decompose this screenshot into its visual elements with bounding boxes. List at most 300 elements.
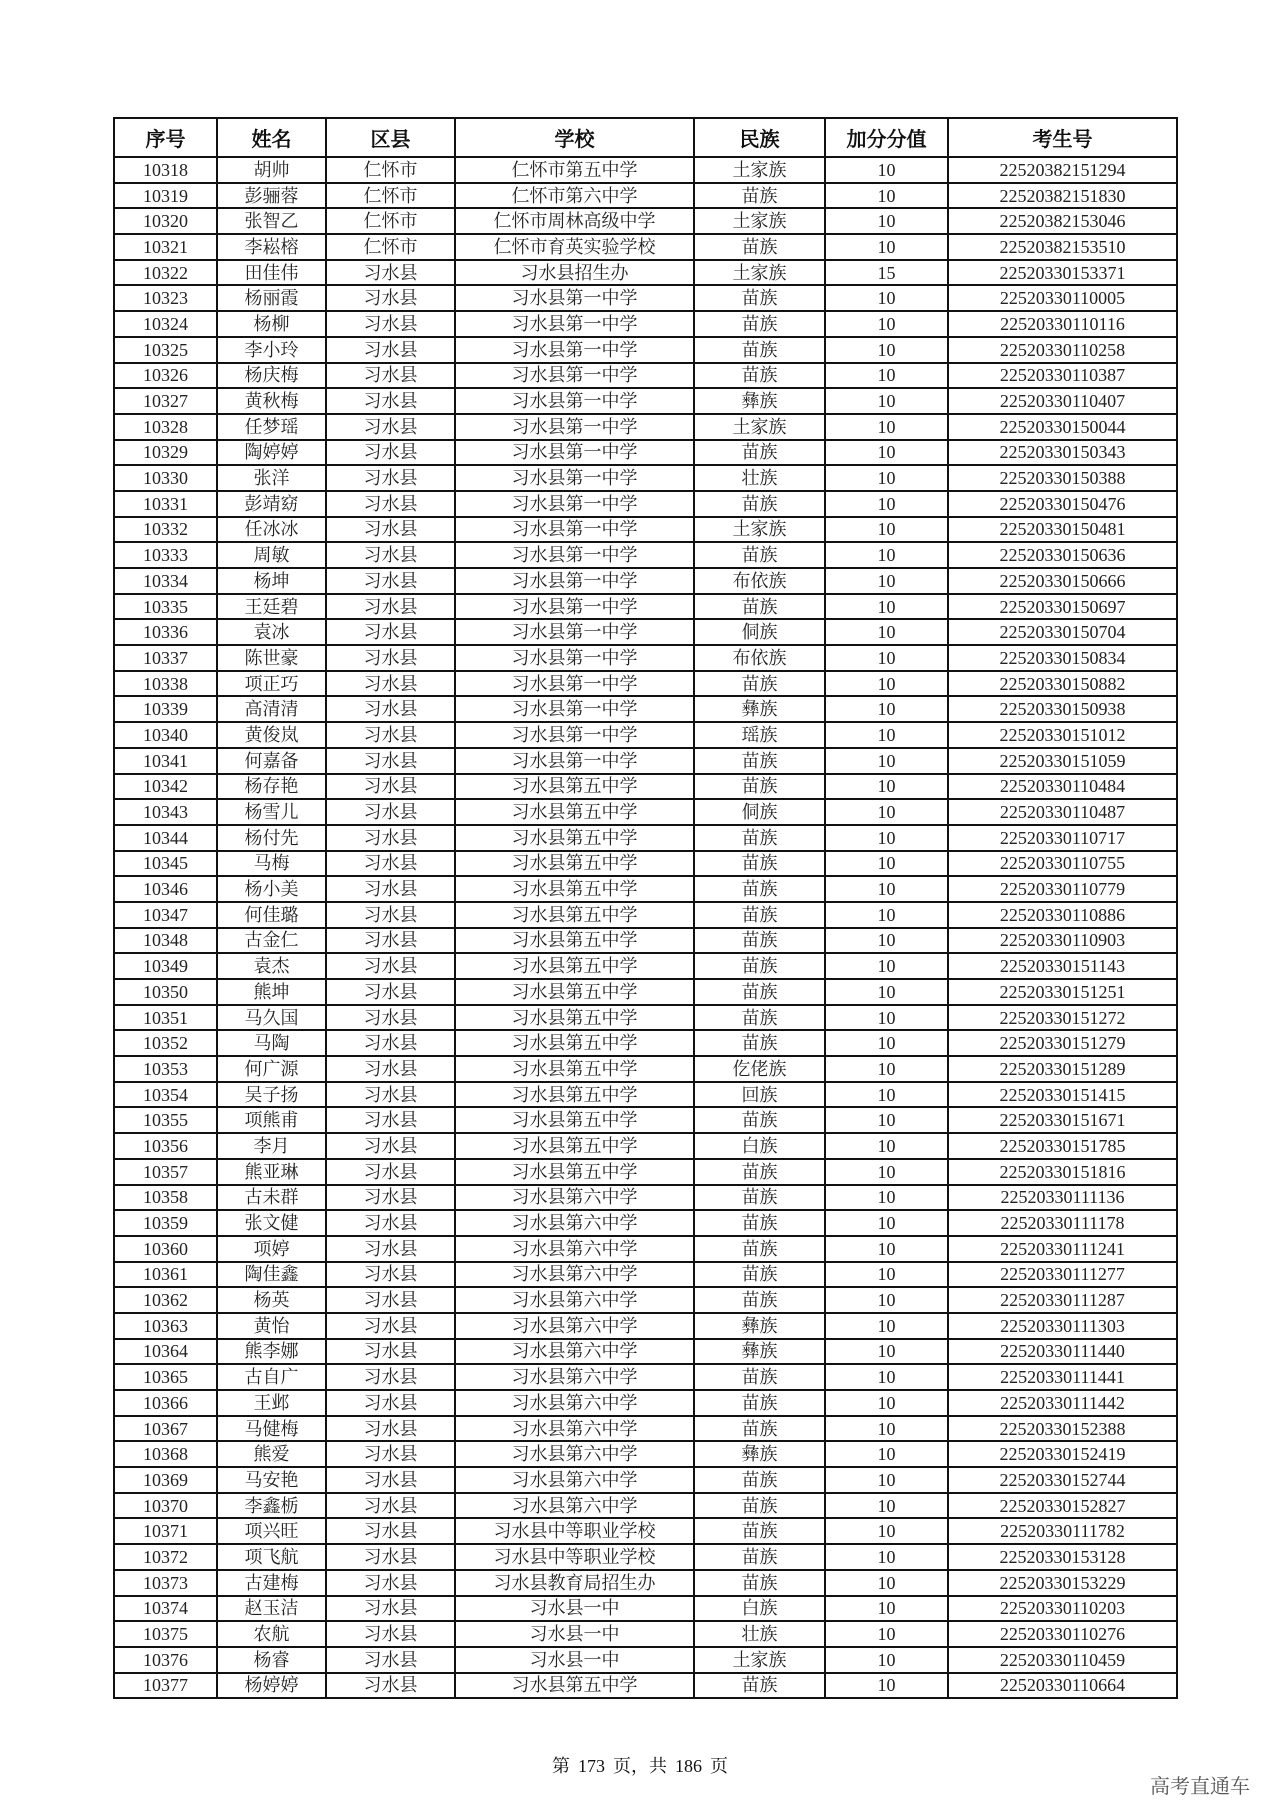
cell-county: 习水县 (326, 902, 455, 928)
cell-school: 习水县第六中学 (455, 1390, 694, 1416)
cell-ethnicity: 苗族 (694, 594, 825, 620)
cell-county: 习水县 (326, 311, 455, 337)
cell-ethnicity: 苗族 (694, 1005, 825, 1031)
cell-name: 马陶 (217, 1030, 326, 1056)
cell-school: 习水县第六中学 (455, 1236, 694, 1262)
cell-exam-id: 22520330110005 (948, 285, 1177, 311)
cell-bonus: 10 (825, 234, 948, 260)
cell-seq: 10370 (114, 1493, 217, 1519)
cell-seq: 10366 (114, 1390, 217, 1416)
cell-name: 杨柳 (217, 311, 326, 337)
cell-name: 古金仁 (217, 928, 326, 954)
cell-school: 习水县第六中学 (455, 1210, 694, 1236)
cell-exam-id: 22520382151294 (948, 157, 1177, 183)
cell-seq: 10335 (114, 594, 217, 620)
cell-bonus: 10 (825, 542, 948, 568)
cell-ethnicity: 侗族 (694, 799, 825, 825)
admission-bonus-table (113, 117, 1178, 1699)
cell-county: 习水县 (326, 774, 455, 800)
table-row (114, 1005, 1177, 1031)
cell-name: 陶佳鑫 (217, 1262, 326, 1288)
cell-county: 习水县 (326, 542, 455, 568)
cell-bonus: 10 (825, 285, 948, 311)
cell-ethnicity: 苗族 (694, 748, 825, 774)
cell-exam-id: 22520330152744 (948, 1467, 1177, 1493)
cell-ethnicity: 布依族 (694, 645, 825, 671)
cell-school: 习水县中等职业学校 (455, 1518, 694, 1544)
column-header-seq: 序号 (114, 118, 217, 157)
table-row (114, 1210, 1177, 1236)
cell-ethnicity: 土家族 (694, 1647, 825, 1673)
cell-county: 习水县 (326, 696, 455, 722)
cell-exam-id: 22520330111287 (948, 1287, 1177, 1313)
table-row (114, 234, 1177, 260)
cell-bonus: 10 (825, 1467, 948, 1493)
total-pages: 186 (675, 1756, 702, 1776)
cell-ethnicity: 苗族 (694, 902, 825, 928)
cell-county: 习水县 (326, 1364, 455, 1390)
cell-seq: 10352 (114, 1030, 217, 1056)
cell-ethnicity: 土家族 (694, 260, 825, 286)
cell-ethnicity: 苗族 (694, 363, 825, 389)
cell-county: 习水县 (326, 1416, 455, 1442)
table-row (114, 928, 1177, 954)
cell-exam-id: 22520330110779 (948, 876, 1177, 902)
cell-bonus: 10 (825, 1287, 948, 1313)
cell-school: 习水县第一中学 (455, 363, 694, 389)
cell-seq: 10372 (114, 1544, 217, 1570)
cell-bonus: 10 (825, 440, 948, 466)
cell-county: 仁怀市 (326, 208, 455, 234)
cell-seq: 10337 (114, 645, 217, 671)
cell-bonus: 10 (825, 953, 948, 979)
cell-exam-id: 22520330111303 (948, 1313, 1177, 1339)
cell-seq: 10344 (114, 825, 217, 851)
cell-school: 习水县第五中学 (455, 1133, 694, 1159)
cell-exam-id: 22520330151279 (948, 1030, 1177, 1056)
table-row (114, 1673, 1177, 1699)
cell-ethnicity: 苗族 (694, 979, 825, 1005)
cell-ethnicity: 苗族 (694, 1236, 825, 1262)
table-row (114, 440, 1177, 466)
cell-exam-id: 22520330110487 (948, 799, 1177, 825)
cell-ethnicity: 苗族 (694, 851, 825, 877)
table-row (114, 799, 1177, 825)
cell-bonus: 10 (825, 1313, 948, 1339)
cell-exam-id: 22520330150938 (948, 696, 1177, 722)
cell-name: 胡帅 (217, 157, 326, 183)
cell-exam-id: 22520330151012 (948, 722, 1177, 748)
cell-exam-id: 22520330111440 (948, 1339, 1177, 1365)
cell-school: 习水县第一中学 (455, 517, 694, 543)
cell-bonus: 10 (825, 1518, 948, 1544)
table-row (114, 1287, 1177, 1313)
cell-ethnicity: 回族 (694, 1082, 825, 1108)
cell-name: 熊爱 (217, 1441, 326, 1467)
cell-seq: 10362 (114, 1287, 217, 1313)
cell-bonus: 10 (825, 1621, 948, 1647)
cell-seq: 10360 (114, 1236, 217, 1262)
cell-exam-id: 22520330150666 (948, 568, 1177, 594)
table-row (114, 1236, 1177, 1262)
table-row (114, 1262, 1177, 1288)
cell-ethnicity: 壮族 (694, 465, 825, 491)
cell-school: 仁怀市育英实验学校 (455, 234, 694, 260)
cell-name: 王廷碧 (217, 594, 326, 620)
cell-bonus: 10 (825, 928, 948, 954)
cell-name: 项兴旺 (217, 1518, 326, 1544)
cell-county: 习水县 (326, 337, 455, 363)
cell-bonus: 10 (825, 645, 948, 671)
cell-exam-id: 22520330153371 (948, 260, 1177, 286)
cell-name: 张洋 (217, 465, 326, 491)
cell-bonus: 10 (825, 388, 948, 414)
table-row (114, 1159, 1177, 1185)
cell-county: 习水县 (326, 517, 455, 543)
cell-bonus: 10 (825, 1647, 948, 1673)
cell-name: 杨英 (217, 1287, 326, 1313)
cell-exam-id: 22520330110258 (948, 337, 1177, 363)
cell-ethnicity: 苗族 (694, 1364, 825, 1390)
cell-seq: 10353 (114, 1056, 217, 1082)
cell-bonus: 10 (825, 722, 948, 748)
cell-bonus: 10 (825, 1364, 948, 1390)
cell-seq: 10332 (114, 517, 217, 543)
cell-bonus: 10 (825, 696, 948, 722)
table-row (114, 465, 1177, 491)
cell-exam-id: 22520330150882 (948, 671, 1177, 697)
cell-exam-id: 22520330151671 (948, 1107, 1177, 1133)
cell-school: 习水县第六中学 (455, 1493, 694, 1519)
cell-school: 习水县第一中学 (455, 645, 694, 671)
cell-county: 习水县 (326, 285, 455, 311)
cell-ethnicity: 苗族 (694, 1107, 825, 1133)
cell-school: 习水县第六中学 (455, 1339, 694, 1365)
cell-seq: 10333 (114, 542, 217, 568)
footer-suffix: 页 (710, 1756, 728, 1776)
cell-seq: 10328 (114, 414, 217, 440)
cell-bonus: 10 (825, 1262, 948, 1288)
cell-seq: 10374 (114, 1596, 217, 1622)
cell-name: 陶婷婷 (217, 440, 326, 466)
cell-exam-id: 22520330111277 (948, 1262, 1177, 1288)
cell-name: 张智乙 (217, 208, 326, 234)
table-row (114, 1339, 1177, 1365)
cell-ethnicity: 苗族 (694, 1493, 825, 1519)
cell-bonus: 10 (825, 1159, 948, 1185)
table-row (114, 1185, 1177, 1211)
cell-county: 仁怀市 (326, 157, 455, 183)
table-row (114, 1570, 1177, 1596)
cell-ethnicity: 白族 (694, 1133, 825, 1159)
cell-exam-id: 22520382153046 (948, 208, 1177, 234)
table-row (114, 285, 1177, 311)
table-row (114, 388, 1177, 414)
cell-bonus: 10 (825, 568, 948, 594)
table-row (114, 953, 1177, 979)
cell-name: 田佳伟 (217, 260, 326, 286)
cell-exam-id: 22520330110484 (948, 774, 1177, 800)
cell-seq: 10358 (114, 1185, 217, 1211)
cell-county: 习水县 (326, 1673, 455, 1699)
cell-name: 杨存艳 (217, 774, 326, 800)
cell-exam-id: 22520330111241 (948, 1236, 1177, 1262)
column-header-name: 姓名 (217, 118, 326, 157)
cell-school: 习水县第五中学 (455, 1030, 694, 1056)
cell-ethnicity: 土家族 (694, 517, 825, 543)
cell-seq: 10345 (114, 851, 217, 877)
table-row (114, 671, 1177, 697)
cell-name: 马久国 (217, 1005, 326, 1031)
cell-county: 习水县 (326, 1313, 455, 1339)
cell-school: 习水县第一中学 (455, 748, 694, 774)
cell-school: 习水县第六中学 (455, 1262, 694, 1288)
cell-seq: 10342 (114, 774, 217, 800)
cell-exam-id: 22520330153128 (948, 1544, 1177, 1570)
cell-name: 项熊甫 (217, 1107, 326, 1133)
table-row (114, 1518, 1177, 1544)
cell-name: 彭骊蓉 (217, 183, 326, 209)
cell-exam-id: 22520330111782 (948, 1518, 1177, 1544)
cell-school: 习水县第一中学 (455, 440, 694, 466)
cell-exam-id: 22520330153229 (948, 1570, 1177, 1596)
cell-county: 仁怀市 (326, 183, 455, 209)
cell-exam-id: 22520330110886 (948, 902, 1177, 928)
cell-seq: 10377 (114, 1673, 217, 1699)
cell-seq: 10339 (114, 696, 217, 722)
cell-exam-id: 22520330152388 (948, 1416, 1177, 1442)
cell-name: 杨庆梅 (217, 363, 326, 389)
cell-county: 习水县 (326, 1339, 455, 1365)
cell-bonus: 10 (825, 1596, 948, 1622)
column-header-bonus: 加分分值 (825, 118, 948, 157)
cell-seq: 10363 (114, 1313, 217, 1339)
table-row (114, 1056, 1177, 1082)
cell-ethnicity: 土家族 (694, 157, 825, 183)
cell-county: 习水县 (326, 1236, 455, 1262)
cell-school: 习水县第五中学 (455, 1082, 694, 1108)
cell-ethnicity: 苗族 (694, 1185, 825, 1211)
cell-county: 习水县 (326, 1056, 455, 1082)
cell-bonus: 10 (825, 414, 948, 440)
cell-seq: 10331 (114, 491, 217, 517)
cell-exam-id: 22520330110459 (948, 1647, 1177, 1673)
cell-seq: 10343 (114, 799, 217, 825)
table-row (114, 748, 1177, 774)
cell-seq: 10319 (114, 183, 217, 209)
table-row (114, 1133, 1177, 1159)
cell-exam-id: 22520330150834 (948, 645, 1177, 671)
cell-ethnicity: 苗族 (694, 234, 825, 260)
table-row (114, 1621, 1177, 1647)
cell-exam-id: 22520330110407 (948, 388, 1177, 414)
cell-county: 习水县 (326, 594, 455, 620)
cell-school: 习水县一中 (455, 1621, 694, 1647)
cell-ethnicity: 苗族 (694, 1030, 825, 1056)
cell-exam-id: 22520330111442 (948, 1390, 1177, 1416)
watermark: 高考直通车 (1150, 1774, 1250, 1798)
cell-seq: 10326 (114, 363, 217, 389)
cell-seq: 10318 (114, 157, 217, 183)
cell-seq: 10376 (114, 1647, 217, 1673)
cell-name: 熊亚琳 (217, 1159, 326, 1185)
cell-school: 习水县第一中学 (455, 311, 694, 337)
cell-school: 习水县第一中学 (455, 491, 694, 517)
cell-exam-id: 22520330110203 (948, 1596, 1177, 1622)
cell-exam-id: 22520330151816 (948, 1159, 1177, 1185)
cell-ethnicity: 苗族 (694, 1262, 825, 1288)
cell-name: 杨睿 (217, 1647, 326, 1673)
cell-bonus: 10 (825, 363, 948, 389)
table-row (114, 1107, 1177, 1133)
cell-school: 习水县一中 (455, 1647, 694, 1673)
table-row (114, 337, 1177, 363)
cell-county: 习水县 (326, 979, 455, 1005)
cell-seq: 10324 (114, 311, 217, 337)
cell-name: 任梦瑶 (217, 414, 326, 440)
cell-name: 李崧榕 (217, 234, 326, 260)
cell-seq: 10354 (114, 1082, 217, 1108)
cell-bonus: 10 (825, 1570, 948, 1596)
cell-bonus: 10 (825, 208, 948, 234)
cell-county: 习水县 (326, 260, 455, 286)
cell-ethnicity: 苗族 (694, 1570, 825, 1596)
cell-exam-id: 22520330151251 (948, 979, 1177, 1005)
cell-bonus: 10 (825, 979, 948, 1005)
cell-name: 杨婷婷 (217, 1673, 326, 1699)
cell-county: 习水县 (326, 1133, 455, 1159)
cell-county: 习水县 (326, 825, 455, 851)
cell-seq: 10322 (114, 260, 217, 286)
cell-county: 习水县 (326, 928, 455, 954)
cell-bonus: 15 (825, 260, 948, 286)
table-row (114, 1441, 1177, 1467)
cell-school: 习水县第五中学 (455, 1159, 694, 1185)
cell-ethnicity: 苗族 (694, 953, 825, 979)
cell-name: 杨坤 (217, 568, 326, 594)
cell-ethnicity: 彝族 (694, 1313, 825, 1339)
table-row (114, 311, 1177, 337)
table-row (114, 491, 1177, 517)
cell-name: 项婷 (217, 1236, 326, 1262)
cell-ethnicity: 苗族 (694, 1673, 825, 1699)
cell-bonus: 10 (825, 594, 948, 620)
table-row (114, 619, 1177, 645)
cell-bonus: 10 (825, 1005, 948, 1031)
cell-ethnicity: 苗族 (694, 1467, 825, 1493)
cell-bonus: 10 (825, 517, 948, 543)
table-row (114, 851, 1177, 877)
cell-seq: 10373 (114, 1570, 217, 1596)
cell-name: 王邺 (217, 1390, 326, 1416)
cell-exam-id: 22520330150697 (948, 594, 1177, 620)
table-row (114, 542, 1177, 568)
cell-county: 习水县 (326, 388, 455, 414)
cell-county: 习水县 (326, 1262, 455, 1288)
cell-ethnicity: 布依族 (694, 568, 825, 594)
cell-name: 熊李娜 (217, 1339, 326, 1365)
table-row (114, 1030, 1177, 1056)
cell-name: 吴子扬 (217, 1082, 326, 1108)
table-body (114, 157, 1177, 1698)
cell-exam-id: 22520330151059 (948, 748, 1177, 774)
cell-exam-id: 22520330110276 (948, 1621, 1177, 1647)
cell-seq: 10341 (114, 748, 217, 774)
cell-name: 袁冰 (217, 619, 326, 645)
cell-school: 习水县第一中学 (455, 414, 694, 440)
cell-exam-id: 22520330150476 (948, 491, 1177, 517)
cell-bonus: 10 (825, 1493, 948, 1519)
cell-exam-id: 22520330110664 (948, 1673, 1177, 1699)
table-row (114, 645, 1177, 671)
cell-name: 何佳璐 (217, 902, 326, 928)
cell-school: 习水县招生办 (455, 260, 694, 286)
cell-ethnicity: 苗族 (694, 1159, 825, 1185)
cell-ethnicity: 苗族 (694, 1416, 825, 1442)
cell-exam-id: 22520330151785 (948, 1133, 1177, 1159)
cell-school: 习水县第一中学 (455, 594, 694, 620)
cell-county: 习水县 (326, 491, 455, 517)
cell-county: 习水县 (326, 1518, 455, 1544)
cell-school: 习水县第一中学 (455, 465, 694, 491)
table-row (114, 183, 1177, 209)
cell-ethnicity: 苗族 (694, 671, 825, 697)
cell-bonus: 10 (825, 1390, 948, 1416)
cell-exam-id: 22520330150388 (948, 465, 1177, 491)
cell-county: 习水县 (326, 953, 455, 979)
cell-school: 习水县第五中学 (455, 876, 694, 902)
cell-county: 习水县 (326, 876, 455, 902)
cell-exam-id: 22520330150044 (948, 414, 1177, 440)
cell-name: 马梅 (217, 851, 326, 877)
cell-ethnicity: 苗族 (694, 285, 825, 311)
cell-seq: 10367 (114, 1416, 217, 1442)
cell-county: 习水县 (326, 1287, 455, 1313)
table-row (114, 876, 1177, 902)
cell-bonus: 10 (825, 876, 948, 902)
cell-name: 熊坤 (217, 979, 326, 1005)
cell-seq: 10365 (114, 1364, 217, 1390)
cell-name: 马安艳 (217, 1467, 326, 1493)
cell-county: 习水县 (326, 722, 455, 748)
cell-county: 习水县 (326, 1441, 455, 1467)
cell-seq: 10375 (114, 1621, 217, 1647)
cell-ethnicity: 苗族 (694, 311, 825, 337)
cell-seq: 10329 (114, 440, 217, 466)
cell-school: 习水县第一中学 (455, 671, 694, 697)
cell-seq: 10349 (114, 953, 217, 979)
cell-school: 习水县教育局招生办 (455, 1570, 694, 1596)
cell-name: 陈世豪 (217, 645, 326, 671)
cell-name: 黄怡 (217, 1313, 326, 1339)
cell-exam-id: 22520330150636 (948, 542, 1177, 568)
cell-bonus: 10 (825, 1030, 948, 1056)
cell-seq: 10336 (114, 619, 217, 645)
cell-county: 习水县 (326, 568, 455, 594)
table-row (114, 260, 1177, 286)
cell-bonus: 10 (825, 1056, 948, 1082)
cell-name: 杨小美 (217, 876, 326, 902)
table-row (114, 1467, 1177, 1493)
cell-county: 习水县 (326, 1390, 455, 1416)
cell-county: 习水县 (326, 1030, 455, 1056)
cell-county: 习水县 (326, 1005, 455, 1031)
cell-bonus: 10 (825, 1544, 948, 1570)
cell-county: 习水县 (326, 363, 455, 389)
cell-seq: 10320 (114, 208, 217, 234)
cell-ethnicity: 苗族 (694, 928, 825, 954)
cell-name: 农航 (217, 1621, 326, 1647)
